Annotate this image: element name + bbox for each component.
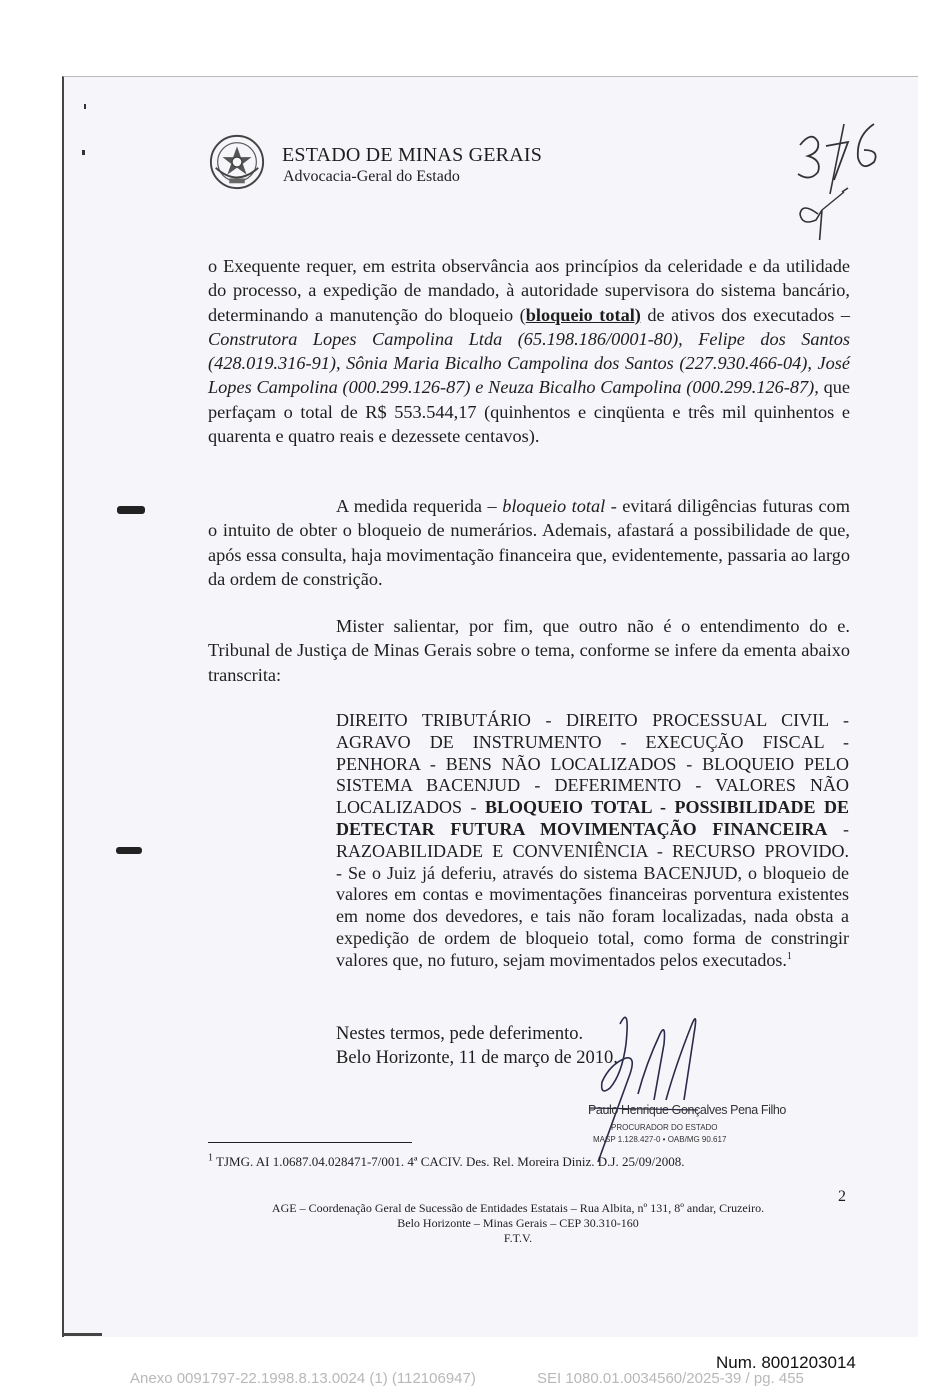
footnote — [208, 1154, 684, 1170]
ementa-line — [336, 797, 849, 819]
page-number: 2 — [838, 1188, 846, 1205]
bloqueio-total-emphasis: bloqueio total) — [525, 304, 641, 325]
ementa-line: DIREITO TRIBUTÁRIO - DIREITO PROCESSUAL CIVIL - — [336, 710, 849, 730]
footnote-text: TJMG. AI 1.0687.04.028471-7/001. 4ª CACIV. Des. Rel. Moreira Diniz. D.J. 25/09/2008. — [213, 1154, 685, 1169]
paragraph-tribunal-text: Mister salientar, por fim, que outro não é o entendimento do e. Tribunal de Justiça de Minas Gerais sobre o tema, conforme se infere da ementa abaixo transcrita: — [208, 616, 850, 685]
ementa-summary — [336, 863, 849, 972]
ementa-line-dash: - — [827, 818, 849, 839]
ementa-bold: BLOQUEIO TOTAL - POSSIBILIDADE DE — [484, 797, 849, 818]
closing-request: Nestes termos, pede deferimento. — [336, 1024, 584, 1044]
ementa-line: SISTEMA BACENJUD - DEFERIMENTO - VALORES NÃO — [336, 775, 849, 796]
state-coat-of-arms-seal — [208, 133, 266, 191]
ementa-line: RAZOABILIDADE E CONVENIÊNCIA - RECURSO PROVIDO. — [336, 840, 849, 861]
signer-ids: MASP 1.128.427-0 • OAB/MG 90.617 — [593, 1135, 727, 1144]
footer-address: AGE – Coordenação Geral de Sucessão de Entidades Estatais – Rua Albita, nº 131, 8º andar, Cruzeiro. — [271, 1201, 765, 1215]
signer-role: PROCURADOR DO ESTADO — [611, 1123, 718, 1132]
paragraph-measure-text-c: - evitará diligências futuras com o intuito de obter o bloqueio de numerários. Ademais, afastará a possibilidade de que, após essa consulta, haja movimentação financeira que, evidentemente, passaria ao largo da ordem de constrição. — [208, 496, 850, 589]
header-title: ESTADO DE MINAS GERAIS — [282, 144, 543, 166]
footnote-separator — [208, 1142, 412, 1143]
paragraph-measure-emphasis: bloqueio total — [502, 496, 606, 516]
punch-mark — [116, 847, 142, 854]
footer-initials: F.T.V. — [503, 1231, 533, 1245]
scan-speck — [82, 150, 85, 155]
sei-page-reference: SEI 1080.01.0034560/2025-39 / pg. 455 — [537, 1370, 804, 1387]
paragraph-request-text-e: que perfaçam o total de R$ 553.544,17 (quinhentos e cinqüenta e três mil quinhentos e quarenta e quatro reais e dezessete centavos). — [208, 377, 850, 447]
paragraph-measure-text-a: A medida requerida – — [336, 496, 503, 516]
scan-speck — [84, 104, 86, 109]
ementa-quote — [336, 710, 849, 972]
paragraph-measure — [208, 494, 850, 591]
paragraph-request-text-c: de ativos dos executados – — [640, 304, 851, 325]
footer-city: Belo Horizonte – Minas Gerais – CEP 30.310-160 — [397, 1216, 639, 1230]
ementa-summary-text: - Se o Juiz já deferiu, através do sistema BACENJUD, o bloqueio de valores em contas e movimentações financeiras porventura existentes em nome dos devedores, e tais não foram localizadas, nada obsta a expedição de ordem de bloqueio total, como forma de constringir valores que, no futuro, sejam movimentados pelos executados. — [336, 862, 849, 970]
footnote-reference: 1 — [786, 950, 792, 962]
signer-name: Paulo Henrique Gonçalves Pena Filho — [588, 1103, 786, 1117]
ementa-line-a: LOCALIZADOS - — [336, 797, 485, 818]
ementa-line — [336, 819, 849, 841]
paragraph-request-text-a: o Exequente requer, em estrita observância aos princípios da celeridade e da utilidade do processo, a expedição de mandado, à autoridade supervisora do sistema bancário, determinando a manutenção do bloqueio ( — [208, 256, 850, 325]
ementa-line: PENHORA - BENS NÃO LOCALIZADOS - BLOQUEIO PELO — [336, 753, 849, 774]
footnote-mark: 1 — [208, 1152, 213, 1164]
ementa-line: AGRAVO DE INSTRUMENTO - EXECUÇÃO FISCAL - — [336, 731, 849, 752]
handwritten-folio-number — [782, 110, 892, 240]
executed-parties-list: Construtora Lopes Campolina Ltda (65.198.186/0001-80), Felipe dos Santos (428.019.316-91), Sônia Maria Bicalho Campolina dos Santos (227.930.466-04), José Lopes Campolina (000.299.126-87) e Neuza Bicalho Campolina (000.299.126-87), — [208, 328, 850, 398]
ementa-bold: DETECTAR FUTURA MOVIMENTAÇÃO FINANCEIRA — [336, 818, 828, 839]
document-number-tag: Num. 8001203014 — [716, 1353, 856, 1372]
punch-mark — [117, 506, 145, 514]
closing-place-date: Belo Horizonte, 11 de março de 2010. — [336, 1048, 618, 1068]
paragraph-tribunal — [208, 614, 850, 687]
header-subtitle: Advocacia-Geral do Estado — [283, 168, 460, 185]
paragraph-request — [208, 254, 850, 448]
annex-reference: Anexo 0091797-22.1998.8.13.0024 (1) (112106947) — [130, 1370, 476, 1387]
page-edge-mark — [62, 1333, 102, 1336]
